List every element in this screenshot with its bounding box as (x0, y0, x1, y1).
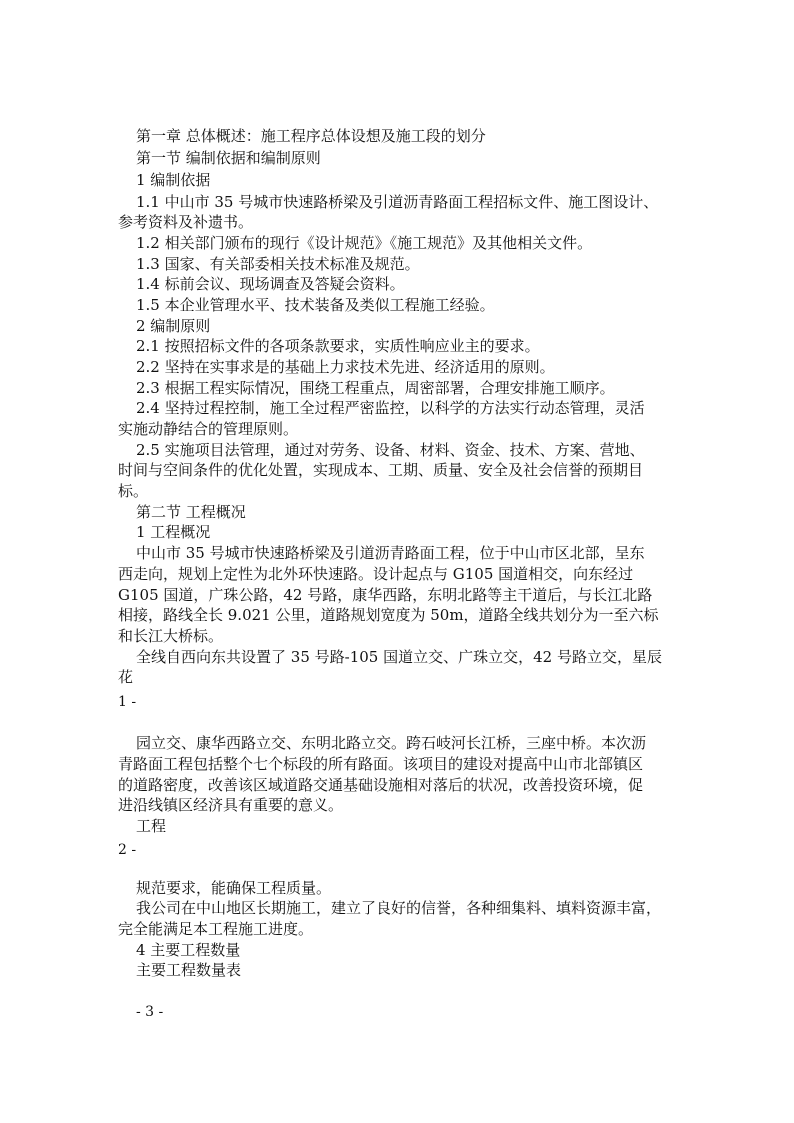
paragraph-line: 2.5 实施项目法管理，通过对劳务、设备、材料、资金、技术、方案、营地、 (136, 441, 645, 459)
paragraph-line: 1.2 相关部门颁布的现行《设计规范》《施工规范》及其他相关文件。 (136, 234, 593, 252)
paragraph-line: 实施动静结合的管理原则。 (118, 420, 299, 438)
paragraph-line: 工程 (136, 817, 167, 835)
paragraph-line: 时间与空间条件的优化处置，实现成本、工期、质量、安全及社会信誉的预期目 (118, 461, 644, 479)
heading: 1 工程概况 (136, 523, 211, 541)
paragraph-line: 规范要求，能确保工程质量。 (136, 879, 332, 897)
paragraph-line: 2.3 根据工程实际情况，围绕工程重点，周密部署，合理安排施工顺序。 (136, 379, 615, 397)
paragraph-line: 2.4 坚持过程控制，施工全过程严密监控，以科学的方法实行动态管理，灵活 (136, 399, 645, 417)
paragraph-line: 相接，路线全长 9.021 公里，道路规划宽度为 50m，道路全线共划分为一至六标 (118, 606, 659, 624)
paragraph-line: 的道路密度，改善该区域道路交通基础设施相对落后的状况，改善投资环境，促 (118, 776, 644, 794)
page-number: 2 - (118, 842, 137, 858)
chapter-title: 第一章 总体概述：施工程序总体设想及施工段的划分 (136, 127, 486, 145)
paragraph-line: 花 (118, 668, 134, 686)
paragraph-line: 中山市 35 号城市快速路桥梁及引道沥青路面工程，位于中山市区北部，呈东 (136, 544, 645, 562)
paragraph-line: 园立交、康华西路立交、东明北路立交。跨石岐河长江桥，三座中桥。本次沥 (136, 734, 647, 752)
paragraph-line: 参考资料及补遗书。 (118, 213, 254, 231)
paragraph-line: G105 国道，广珠公路，42 号路，康华西路，东明北路等主干道后，与长江北路 (118, 586, 653, 604)
paragraph-line: 1.4 标前会议、现场调查及答疑会资料。 (136, 275, 405, 293)
page-number: 1 - (118, 694, 137, 710)
page-number: - 3 - (136, 1004, 164, 1020)
paragraph-line: 进沿线镇区经济具有重要的意义。 (118, 796, 344, 814)
heading: 1 编制依据 (136, 171, 211, 189)
section-title: 第一节 编制依据和编制原则 (136, 149, 321, 167)
paragraph-line: 我公司在中山地区长期施工，建立了良好的信誉，各种细集料、填料资源丰富， (136, 899, 662, 917)
section-title: 第二节 工程概况 (136, 503, 246, 521)
paragraph-line: 1.1 中山市 35 号城市快速路桥梁及引道沥青路面工程招标文件、施工图设计、 (136, 193, 659, 211)
paragraph-line: 青路面工程包括整个七个标段的所有路面。该项目的建设对提高中山市北部镇区 (118, 755, 644, 773)
heading: 4 主要工程数量 (136, 941, 241, 959)
paragraph-line: 和长江大桥标。 (118, 627, 224, 645)
paragraph-line: 全线自西向东共设置了 35 号路-105 国道立交、广珠立交，42 号路立交，星辰 (136, 648, 662, 666)
heading: 2 编制原则 (136, 317, 211, 335)
paragraph-line: 完全能满足本工程施工进度。 (118, 920, 314, 938)
paragraph-line: 2.1 按照招标文件的各项条款要求，实质性响应业主的要求。 (136, 337, 540, 355)
table-title: 主要工程数量表 (136, 961, 242, 979)
paragraph-line: 标。 (118, 482, 149, 500)
paragraph-line: 1.3 国家、有关部委相关技术标准及规范。 (136, 255, 420, 273)
paragraph-line: 1.5 本企业管理水平、技术装备及类似工程施工经验。 (136, 296, 495, 314)
paragraph-line: 2.2 坚持在实事求是的基础上力求技术先进、经济适用的原则。 (136, 358, 555, 376)
paragraph-line: 西走向，规划上定性为北外环快速路。设计起点与 G105 国道相交，向东经过 (118, 565, 634, 583)
